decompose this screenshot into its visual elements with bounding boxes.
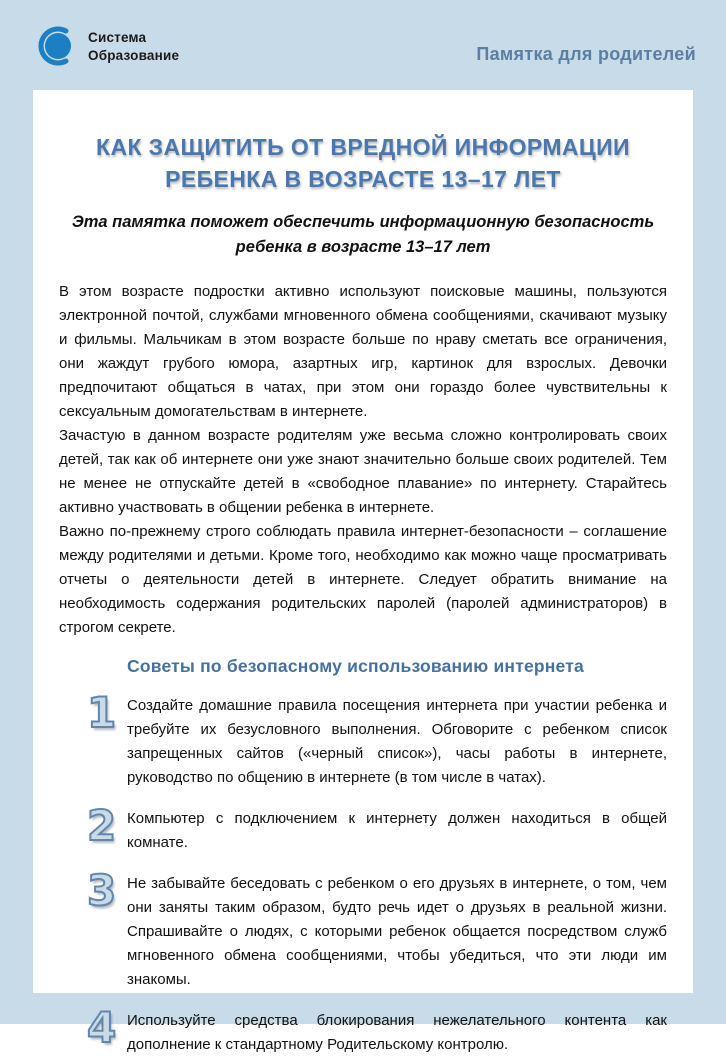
intro-paragraph: Зачастую в данном возрасте родителям уже весьма сложно контролировать своих детей, так как об интернете они уже знают значительно больше своих родителей. Тем не менее не отпускайте детей в «свободное плавание» по интернету. Старайтесь активно участвовать в общении ребенка в интернете. xyxy=(59,426,667,516)
page-title-line2: РЕБЕНКА В ВОЗРАСТЕ 13–17 ЛЕТ xyxy=(165,165,561,192)
logo-text xyxy=(88,29,179,64)
tip-number-1: 1 xyxy=(87,687,117,737)
logo xyxy=(30,22,179,72)
tip-number-3: 3 xyxy=(87,865,117,915)
tip-number-column xyxy=(59,865,127,992)
tip-number-column xyxy=(59,687,127,790)
page-title xyxy=(59,132,667,195)
tip-item-1 xyxy=(59,687,667,790)
tip-item-3 xyxy=(59,865,667,992)
page-subtitle xyxy=(59,210,667,260)
tip-number-column xyxy=(59,800,127,855)
page-subtitle-line2: ребенка в возрасте 13–17 лет xyxy=(235,238,491,257)
tip-item-2 xyxy=(59,800,667,855)
page-header xyxy=(0,0,726,90)
tip-number-2: 2 xyxy=(87,800,117,850)
tip-text-4: Используйте средства блокирования нежелательного контента как дополнение к стандартному Родительскому контролю. xyxy=(127,1011,667,1053)
logo-text-line2: Образование xyxy=(88,48,180,63)
globe-orbit-logo-icon xyxy=(30,22,80,72)
tips-section-heading: Советы по безопасному использованию интернета xyxy=(127,655,584,676)
page-title-line1: КАК ЗАЩИТИТЬ ОТ ВРЕДНОЙ ИНФОРМАЦИИ xyxy=(96,134,630,160)
logo-text-line1: Система xyxy=(88,30,147,46)
intro-text xyxy=(59,280,667,640)
intro-paragraph: Важно по-прежнему строго соблюдать правила интернет-безопасности – соглашение между родителями и детьми. Кроме того, необходимо как можно чаще просматривать отчеты о деятельности детей в интернете. Следует обратить внимание на необходимость содержания родительских паролей (паролей администраторов) в строгом секрете. xyxy=(59,522,667,636)
doc-type-label: Памятка для родителей xyxy=(476,44,696,64)
tip-text-3: Не забывайте беседовать с ребенком о его друзьях в интернете, о том, чем они заняты таким образом, будто речь идет о друзьях в реальной жизни. Спрашивайте о людях, с которыми ребенок общается посредством служб мгновенного обмена сообщениями, чтобы убедиться, что эти люди им знакомы. xyxy=(127,874,667,988)
intro-paragraph: В этом возрасте подростки активно используют поисковые машины, пользуются электронной почтой, службами мгновенного обмена сообщениями, скачивают музыку и фильмы. Мальчикам в этом возрасте больше по нраву сметать все ограничения, они жаждут грубого юмора, азартных игр, картинок для взрослых. Девочки предпочитают общаться в чатах, при этом они гораздо более чувствительны к сексуальным домогательствам в интернете. xyxy=(59,282,667,420)
tip-number-column xyxy=(59,1002,127,1057)
tip-text-2: Компьютер с подключением к интернету должен находиться в общей комнате. xyxy=(127,809,667,851)
tip-text-1: Создайте домашние правила посещения интернета при участии ребенка и требуйте их безусловного выполнения. Обговорите с ребенком список запрещенных сайтов («черный список»), часы работы в интернете, руководство по общению в интернете (в том числе в чатах). xyxy=(127,696,667,786)
content-card xyxy=(33,90,693,1053)
page-subtitle-line1: Эта памятка поможет обеспечить информационную безопасность xyxy=(71,213,655,232)
tip-number-4: 4 xyxy=(87,1002,117,1052)
tip-item-4 xyxy=(59,1002,667,1057)
